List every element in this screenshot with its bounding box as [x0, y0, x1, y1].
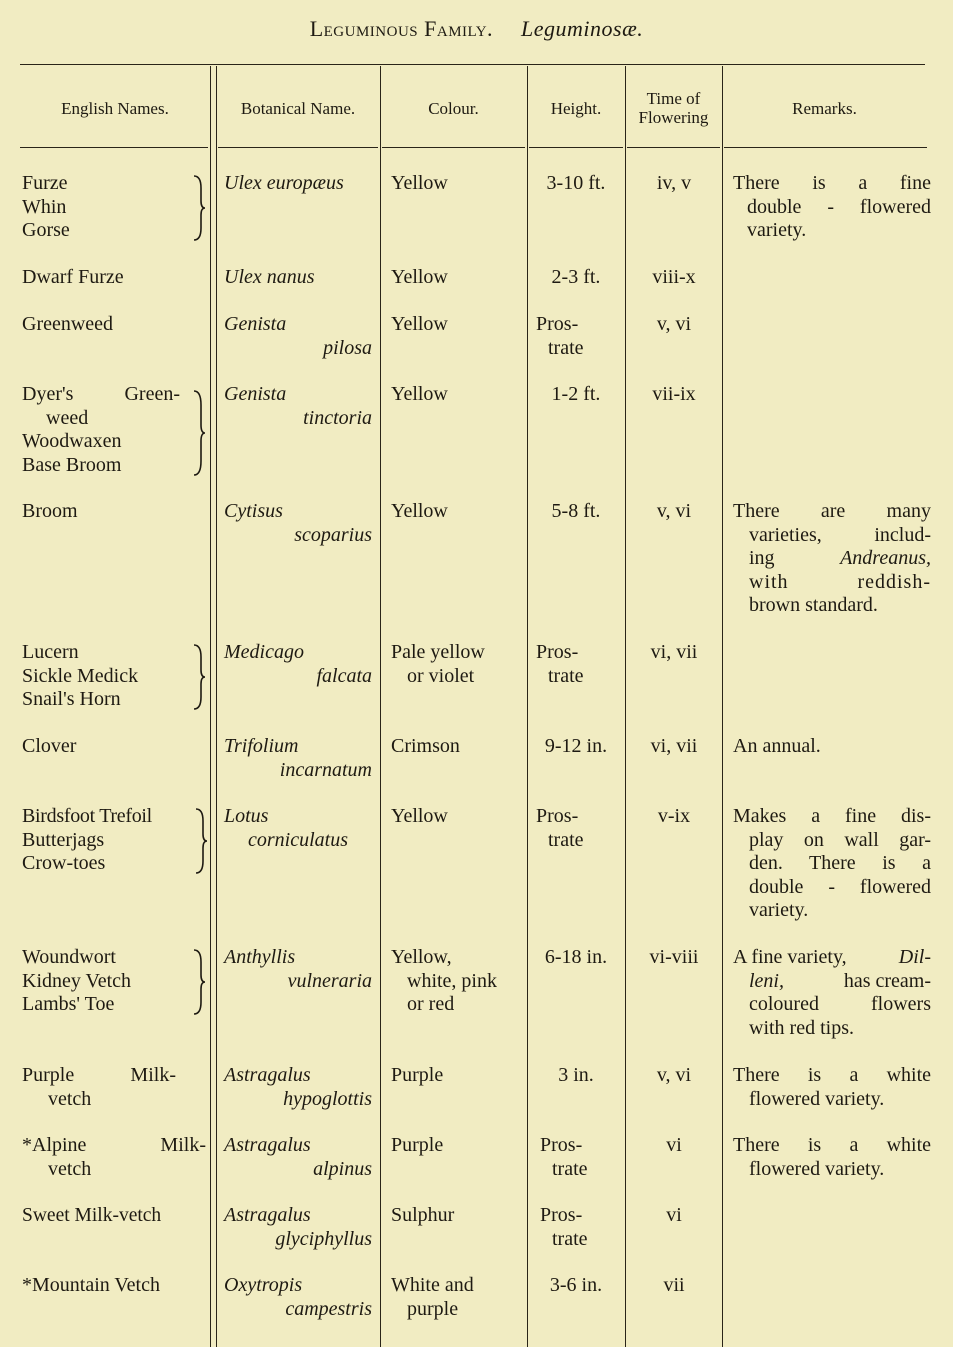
- remarks-cell: Makes a fine dis- play on wall gar- den. There is a double - flowered variety.: [733, 805, 931, 921]
- botanical-name-cell: Anthyllis vulneraria: [224, 946, 372, 992]
- colour-cell: Yellow: [391, 313, 448, 335]
- header-height: Height.: [550, 98, 602, 118]
- colour-cell: Purple: [391, 1064, 444, 1086]
- remarks-cell: There is a white flowered variety.: [733, 1064, 931, 1110]
- english-names-cell: Purple Milk- vetch: [22, 1064, 176, 1110]
- height-cell: 3-10 ft.: [546, 172, 606, 194]
- botanical-name-cell: Genista pilosa: [224, 313, 372, 359]
- botanical-name-cell: Astragalus hypoglottis: [224, 1064, 372, 1110]
- flowering-cell: vii: [663, 1274, 685, 1296]
- header-colour: Colour.: [428, 98, 479, 118]
- column-divider: [380, 66, 381, 1347]
- colour-cell: Yellow: [391, 172, 448, 194]
- flowering-cell: viii-x: [652, 266, 696, 288]
- height-cell: Pros- trate: [540, 1134, 588, 1180]
- header-rule: [529, 147, 623, 148]
- column-divider: [722, 66, 723, 1347]
- english-names-cell: Furze Whin Gorse: [22, 172, 70, 241]
- brace-bracket: [192, 174, 206, 242]
- header-rule: [218, 147, 378, 148]
- botanical-name-cell: Trifolium incarnatum: [224, 735, 372, 781]
- botanical-name-cell: Ulex nanus: [224, 266, 315, 288]
- colour-cell: Pale yellow or violet: [391, 641, 485, 687]
- botanical-name-cell: Medicago falcata: [224, 641, 372, 687]
- height-cell: 1-2 ft.: [551, 383, 601, 405]
- flowering-cell: vi-viii: [649, 946, 699, 968]
- variety-name: Dil-: [898, 946, 931, 968]
- flowering-cell: v, vi: [656, 1064, 692, 1086]
- colour-cell: White and purple: [391, 1274, 474, 1320]
- brace-bracket: [192, 643, 206, 711]
- remarks-cell: There is a white flowered variety.: [733, 1134, 931, 1180]
- english-names-cell: Dwarf Furze: [22, 266, 124, 288]
- colour-cell: Sulphur: [391, 1204, 455, 1226]
- remarks-cell: There is a fine double - flowered variety.: [733, 172, 931, 241]
- height-cell: Pros- trate: [536, 805, 584, 851]
- header-botanical-name: Botanical Name.: [240, 98, 356, 118]
- variety-name: leni,: [749, 969, 784, 992]
- height-cell: 6-18 in.: [544, 946, 608, 968]
- height-cell: 5-8 ft.: [551, 500, 601, 522]
- header-rule: [382, 147, 525, 148]
- flowering-cell: vi: [666, 1204, 682, 1226]
- colour-cell: Yellow: [391, 805, 448, 827]
- height-cell: 3-6 in.: [549, 1274, 603, 1296]
- flowering-cell: v-ix: [657, 805, 691, 827]
- english-names-cell: Clover: [22, 735, 77, 757]
- flowering-cell: vi: [666, 1134, 682, 1156]
- botanical-name-cell: Astragalus alpinus: [224, 1134, 372, 1180]
- height-cell: Pros- trate: [536, 641, 584, 687]
- remarks-cell: A fine variety, Dil- leni, has cream- coloured flowers with red tips.: [733, 946, 931, 1039]
- botanical-name-cell: Astragalus glyciphyllus: [224, 1204, 372, 1250]
- height-cell: 3 in.: [558, 1064, 594, 1086]
- page-title: [0, 16, 953, 42]
- table-top-rule: [20, 64, 925, 65]
- column-divider: [625, 66, 626, 1347]
- column-divider: [527, 66, 528, 1347]
- flowering-cell: iv, v: [656, 172, 692, 194]
- english-names-cell: Birdsfoot Trefoil Butterjags Crow-toes: [22, 805, 152, 874]
- english-names-cell: *Mountain Vetch: [22, 1274, 160, 1296]
- remarks-cell: There are many varieties, includ- ing Andreanus, with reddish- brown standard.: [733, 500, 931, 616]
- header-rule: [724, 147, 927, 148]
- colour-cell: Yellow, white, pink or red: [391, 946, 497, 1015]
- flowering-cell: v, vi: [656, 500, 692, 522]
- brace-bracket: [194, 807, 208, 875]
- botanical-name-cell: Oxytropis campestris: [224, 1274, 372, 1320]
- header-rule: [627, 147, 720, 148]
- height-cell: 2-3 ft.: [551, 266, 601, 288]
- column-divider: [210, 66, 211, 1347]
- english-names-cell: Broom: [22, 500, 78, 522]
- botanical-name-cell: Lotus corniculatus: [224, 805, 348, 851]
- brace-bracket: [192, 948, 206, 1016]
- colour-cell: Purple: [391, 1134, 444, 1156]
- flowering-cell: vii-ix: [652, 383, 696, 405]
- english-names-cell: Lucern Sickle Medick Snail's Horn: [22, 641, 139, 710]
- height-cell: Pros- trate: [536, 313, 584, 359]
- header-english-names: English Names.: [61, 98, 169, 118]
- header-time-of-flowering: Time of Flowering: [638, 89, 709, 127]
- flowering-cell: vi, vii: [650, 735, 698, 757]
- variety-name: Andreanus,: [840, 547, 931, 569]
- botanical-name-cell: Cytisus scoparius: [224, 500, 372, 546]
- colour-cell: Yellow: [391, 383, 448, 405]
- botanical-name-cell: Ulex europæus: [224, 172, 344, 194]
- flowering-cell: v, vi: [656, 313, 692, 335]
- header-remarks: Remarks.: [792, 98, 857, 118]
- english-names-cell: Dyer's Green- weed Woodwaxen Base Broom: [22, 383, 180, 476]
- column-divider: [216, 66, 217, 1347]
- english-names-cell: Woundwort Kidney Vetch Lambs' Toe: [22, 946, 132, 1015]
- english-names-cell: *Alpine Milk- vetch: [22, 1134, 206, 1180]
- english-names-cell: Sweet Milk-vetch: [22, 1205, 162, 1226]
- flowering-cell: vi, vii: [650, 641, 698, 663]
- colour-cell: Yellow: [391, 266, 448, 288]
- header-rule: [20, 147, 208, 148]
- botanical-name-cell: Genista tinctoria: [224, 383, 372, 429]
- colour-cell: Crimson: [391, 735, 460, 757]
- english-names-cell: Greenweed: [22, 313, 114, 335]
- title-family: Leguminous Family.: [309, 16, 494, 41]
- height-cell: 9-12 in.: [544, 735, 608, 757]
- colour-cell: Yellow: [391, 500, 448, 522]
- brace-bracket: [192, 389, 206, 477]
- title-latin: Leguminosæ.: [521, 16, 644, 41]
- remarks-cell: An annual.: [733, 735, 821, 757]
- height-cell: Pros- trate: [540, 1204, 588, 1250]
